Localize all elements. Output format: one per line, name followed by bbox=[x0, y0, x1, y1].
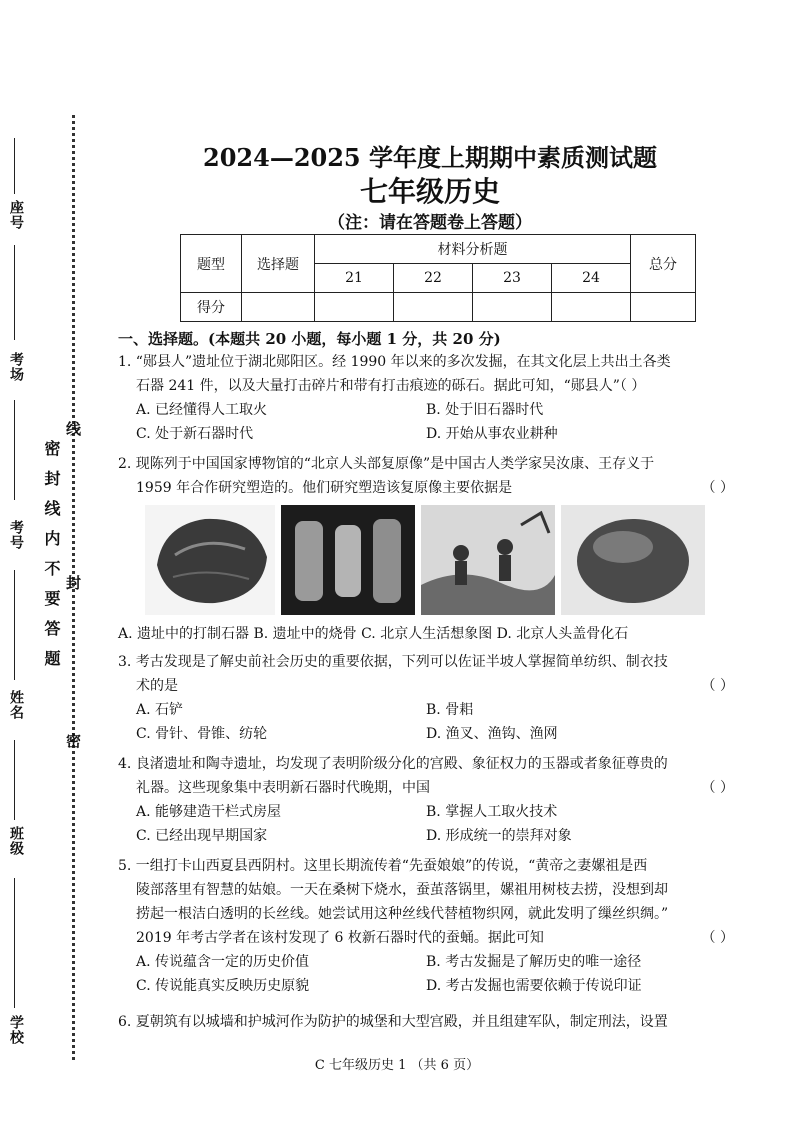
seat-line bbox=[14, 138, 15, 194]
q4-stem-line2: 礼器。这些现象集中表明新石器时代晚期，中国 bbox=[136, 780, 430, 796]
q1-options-row2 bbox=[118, 422, 730, 446]
q2-stem-line2: 1959 年合作研究塑造的。他们研究塑造该复原像主要依据是 bbox=[136, 480, 513, 496]
q5-option-a[interactable]: A. 传说蕴含一定的历史价值 bbox=[136, 954, 310, 970]
q3-answer-blank: （ ） bbox=[701, 678, 734, 694]
q3-option-d[interactable]: D. 渔叉、渔钩、渔网 bbox=[426, 726, 558, 742]
score-cell-22 bbox=[394, 293, 473, 322]
score-cell-choice bbox=[242, 293, 315, 322]
q5-option-c[interactable]: C. 传说能真实反映历史原貌 bbox=[136, 978, 310, 994]
class-line bbox=[14, 878, 15, 1008]
room-label: 考场 bbox=[8, 352, 24, 382]
q4-stem-line2-wrap bbox=[118, 776, 734, 800]
q5-stem-line2: 陵部落里有智慧的姑娘。一天在桑树下烧水，蚕茧落锅里，嫘祖用树枝去捞，没想到却 bbox=[136, 882, 668, 898]
q5-answer-blank: （ ） bbox=[701, 930, 734, 946]
seat-label: 座号 bbox=[8, 200, 24, 230]
question-6 bbox=[118, 1010, 730, 1034]
q1-option-a[interactable]: A. 已经懂得人工取火 bbox=[136, 402, 268, 418]
score-cell-23 bbox=[473, 293, 552, 322]
q4-option-c[interactable]: C. 已经出现早期国家 bbox=[136, 828, 268, 844]
school-label: 学校 bbox=[8, 1015, 24, 1045]
q4-option-b[interactable]: B. 掌握人工取火技术 bbox=[426, 804, 558, 820]
seal-warning-text: 密封线内不要答题 bbox=[42, 440, 61, 680]
q4-options-row1 bbox=[118, 800, 730, 824]
binding-strip bbox=[0, 0, 90, 1123]
score-col-22: 22 bbox=[394, 264, 473, 293]
q2-image-row bbox=[145, 505, 705, 615]
q6-stem-line1: 6. 夏朝筑有以城墙和护城河作为防护的城堡和大型宫殿，并且组建军队，制定刑法，设置 bbox=[118, 1014, 668, 1030]
class-label: 班级 bbox=[8, 826, 24, 856]
score-row-label: 得分 bbox=[181, 293, 242, 322]
score-cell-21 bbox=[315, 293, 394, 322]
burnt-bone-image bbox=[281, 505, 415, 615]
q4-options-row2 bbox=[118, 824, 730, 848]
room-line-b bbox=[14, 400, 15, 500]
q2-stem-line2-wrap bbox=[118, 476, 734, 500]
peking-man-life-illustration bbox=[421, 505, 555, 615]
q1-stem-line2: 石器 241 件，以及大量打击碎片和带有打击痕迹的砾石。据此可知，“郧县人”（ ） bbox=[136, 378, 646, 394]
q5-stem-line3: 捞起一根洁白透明的长丝线。她尝试用这种丝线代替植物织网，就此发明了缫丝织绸。” bbox=[136, 906, 669, 922]
score-material-label: 材料分析题 bbox=[315, 235, 631, 264]
answer-note: （注：请在答题卷上答题） bbox=[328, 213, 532, 233]
q4-stem-line1: 4. 良渚遗址和陶寺遗址，均发现了表明阶级分化的宫殿、象征权力的玉器或者象征尊贵的 bbox=[118, 756, 668, 772]
question-2 bbox=[118, 452, 734, 500]
section-heading: 一、选择题。(本题共 20 小题，每小题 1 分，共 20 分) bbox=[118, 330, 501, 348]
q3-option-b[interactable]: B. 骨耜 bbox=[426, 702, 474, 718]
page-title: 2024—2025 学年度上期期中素质测试题 bbox=[203, 143, 657, 172]
q2-stem-line1: 2. 现陈列于中国国家博物馆的“北京人头部复原像”是中国古人类学家吴汝康、王存义于 bbox=[118, 456, 655, 472]
q5-stem-line4: 2019 年考古学者在该村发现了 6 枚新石器时代的蚕蛹。据此可知 bbox=[136, 930, 544, 946]
seal-word-feng: 封 bbox=[66, 574, 82, 592]
score-total-label: 总分 bbox=[631, 235, 696, 293]
question-3 bbox=[118, 650, 734, 746]
seal-word-xian: 线 bbox=[66, 420, 82, 438]
exam-no-label: 考号 bbox=[8, 520, 24, 550]
q5-stem-line1: 5. 一组打卡山西夏县西阴村。这里长期流传着“先蚕娘娘”的传说，“黄帝之妻嫘祖是西 bbox=[118, 858, 648, 874]
q5-option-b[interactable]: B. 考古发掘是了解历史的唯一途径 bbox=[426, 954, 642, 970]
seal-word-mi: 密 bbox=[66, 732, 82, 750]
q1-option-b[interactable]: B. 处于旧石器时代 bbox=[426, 402, 544, 418]
q3-stem-line2: 术的是 bbox=[136, 678, 178, 694]
q1-options-row1 bbox=[118, 398, 730, 422]
page-footer: C 七年级历史 1 （共 6 页） bbox=[314, 1058, 480, 1073]
q3-option-c[interactable]: C. 骨针、骨锥、纺轮 bbox=[136, 726, 268, 742]
score-cell-24 bbox=[552, 293, 631, 322]
room-line-a bbox=[14, 245, 15, 340]
question-1 bbox=[118, 350, 730, 446]
q3-stem-line2-wrap bbox=[118, 674, 734, 698]
q2-options-line[interactable]: A. 遗址中的打制石器 B. 遗址中的烧骨 C. 北京人生活想象图 D. 北京人头盖骨化石 bbox=[118, 626, 629, 642]
question-4 bbox=[118, 752, 734, 848]
q2-options bbox=[118, 622, 730, 646]
exam-no-line bbox=[14, 570, 15, 680]
score-col-21: 21 bbox=[315, 264, 394, 293]
page-subtitle: 七年级历史 bbox=[359, 175, 500, 208]
q1-stem-line1: 1. “郧县人”遗址位于湖北郧阳区。经 1990 年以来的多次发掘，在其文化层上共出土各类 bbox=[118, 354, 671, 370]
q3-option-a[interactable]: A. 石铲 bbox=[136, 702, 184, 718]
q3-options-row1 bbox=[118, 698, 730, 722]
score-col-24: 24 bbox=[552, 264, 631, 293]
name-label: 姓名 bbox=[8, 690, 24, 720]
score-choice-label: 选择题 bbox=[242, 235, 315, 293]
name-line bbox=[14, 740, 15, 820]
q4-option-a[interactable]: A. 能够建造干栏式房屋 bbox=[136, 804, 282, 820]
score-cell-total bbox=[631, 293, 696, 322]
q3-stem-line1: 3. 考古发现是了解史前社会历史的重要依据，下列可以佐证半坡人掌握简单纺织、制衣技 bbox=[118, 654, 668, 670]
q5-option-d[interactable]: D. 考古发掘也需要依赖于传说印证 bbox=[426, 978, 642, 994]
q5-options-row1 bbox=[118, 950, 730, 974]
question-5 bbox=[118, 854, 734, 998]
q5-options-row2 bbox=[118, 974, 730, 998]
q3-options-row2 bbox=[118, 722, 730, 746]
q4-answer-blank: （ ） bbox=[701, 780, 734, 796]
q5-stem-line4-wrap bbox=[118, 926, 734, 950]
skull-fossil-image bbox=[561, 505, 705, 615]
stone-tool-image bbox=[145, 505, 275, 615]
q1-option-d[interactable]: D. 开始从事农业耕种 bbox=[426, 426, 558, 442]
score-type-label: 题型 bbox=[181, 235, 242, 293]
q2-answer-blank: （ ） bbox=[701, 480, 734, 496]
score-col-23: 23 bbox=[473, 264, 552, 293]
q4-option-d[interactable]: D. 形成统一的崇拜对象 bbox=[426, 828, 572, 844]
q1-option-c[interactable]: C. 处于新石器时代 bbox=[136, 426, 254, 442]
score-table bbox=[180, 234, 696, 322]
